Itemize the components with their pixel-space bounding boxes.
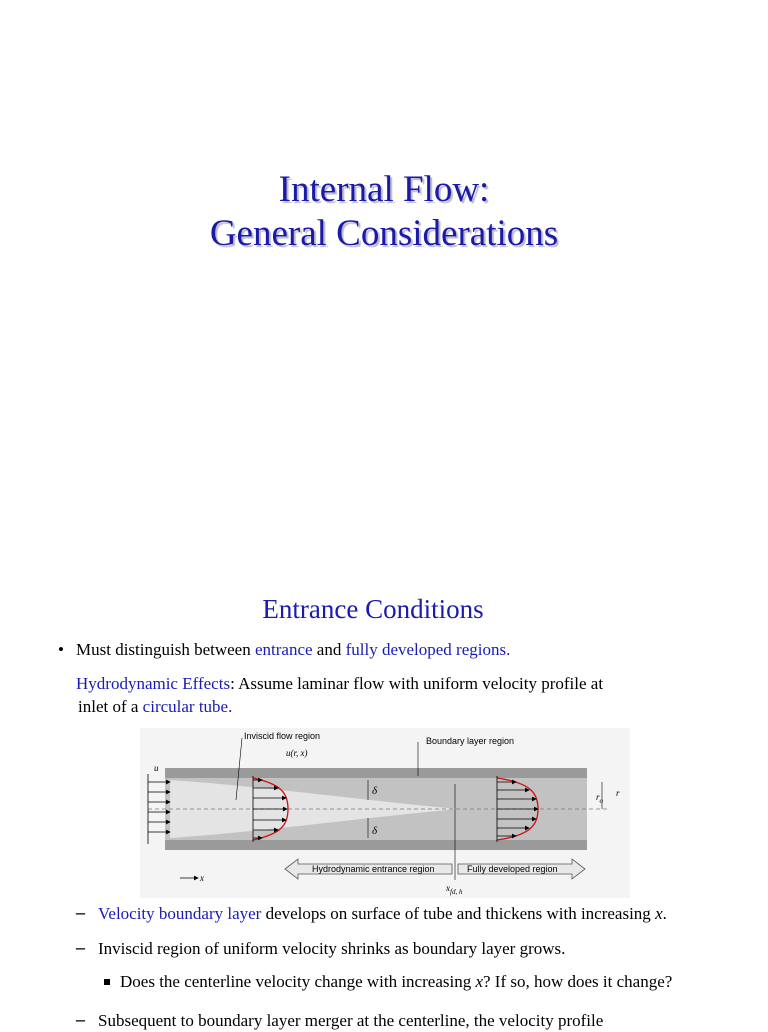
- dash-marker-2: –: [76, 937, 85, 957]
- slide-title: [0, 168, 768, 256]
- dash-item-inviscid: Inviscid region of uniform velocity shrinks as boundary layer grows.: [98, 939, 566, 958]
- section-title: Entrance Conditions: [262, 594, 484, 624]
- dash-item-merger: Subsequent to boundary layer merger at the centerline, the velocity profile: [98, 1011, 604, 1030]
- entrance-region-label: Hydrodynamic entrance region: [312, 864, 435, 874]
- hydro-effects-line-1: [76, 673, 603, 695]
- hydro-text: inlet of a: [78, 697, 143, 716]
- dash-text: develops on surface of tube and thickens with increasing: [261, 904, 656, 923]
- xfd-subscript: fd, h: [450, 888, 463, 896]
- slide-title-line-1: Internal Flow:: [278, 169, 490, 210]
- tube-bottom-wall: [165, 840, 587, 850]
- term-hydrodynamic-effects: Hydrodynamic Effects: [76, 674, 231, 693]
- term-fully-developed: fully developed regions.: [345, 640, 511, 659]
- term-circular-tube: circular tube.: [142, 697, 233, 716]
- delta-top-label: δ: [372, 785, 378, 797]
- bullet-text: and: [312, 640, 346, 659]
- xfd-symbol: x: [446, 883, 450, 893]
- bullet-dot: •: [58, 640, 64, 659]
- tube-top-wall: [165, 768, 587, 778]
- velocity-label: u(r, x): [286, 748, 308, 758]
- radius-subscript: o: [599, 797, 604, 805]
- inviscid-label: Inviscid flow region: [244, 731, 321, 741]
- hydro-text: : Assume laminar flow with uniform velocity profile at: [230, 674, 604, 693]
- r-coordinate-label: r: [616, 788, 620, 798]
- slide-title-line-2: General Considerations: [209, 213, 559, 254]
- sub-text: ? If so, how does it change?: [483, 972, 673, 991]
- variable-x: x: [655, 904, 663, 923]
- term-velocity-boundary-layer: Velocity boundary layer: [98, 904, 262, 923]
- dash-item-boundary-layer: [98, 903, 667, 925]
- x-axis-label: x: [200, 873, 204, 883]
- sub-text: Does the centerline velocity change with increasing: [120, 972, 476, 991]
- term-entrance: entrance: [254, 640, 313, 659]
- dash-text: .: [662, 904, 667, 923]
- delta-bottom-label: δ: [372, 825, 378, 837]
- dash-marker-1: –: [76, 902, 85, 922]
- bullet-text: Must distinguish between: [76, 640, 255, 659]
- variable-x: x: [475, 972, 483, 991]
- dash-marker-3: –: [76, 1009, 85, 1029]
- radius-symbol: r: [596, 792, 600, 802]
- bullet-entrance-regions: [76, 639, 510, 661]
- boundary-label: Boundary layer region: [426, 736, 515, 746]
- inlet-velocity-label: u: [154, 763, 159, 773]
- hydro-effects-line-2: [78, 696, 232, 718]
- entrance-region-figure: [140, 728, 630, 898]
- developed-region-label: Fully developed region: [467, 864, 558, 874]
- sub-item-centerline: [120, 971, 672, 993]
- sub-bullet-square: [104, 979, 110, 985]
